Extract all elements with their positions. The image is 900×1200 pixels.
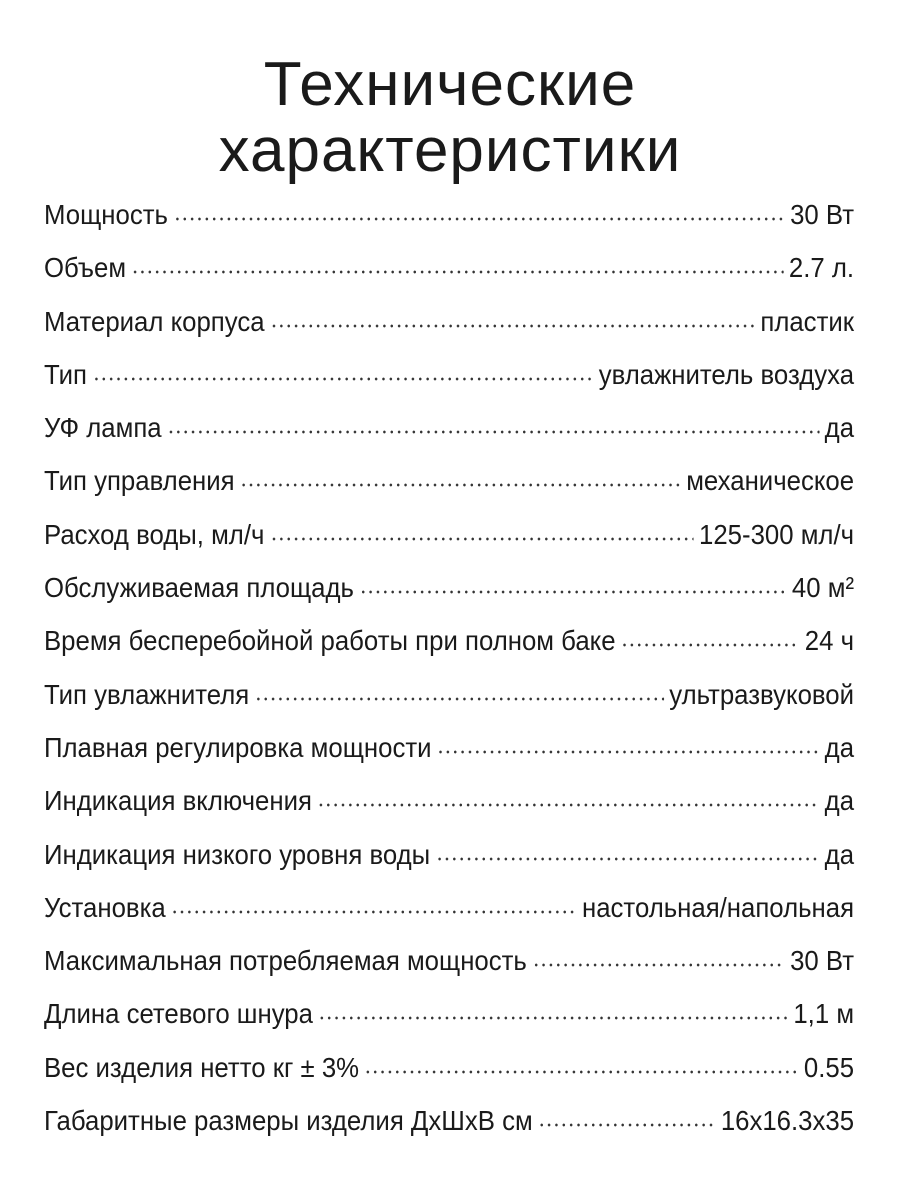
spec-label: Мощность [44,199,168,230]
spec-row-humidifier-type [44,668,854,721]
title-line-2: характеристики [218,116,682,185]
dot-leader [318,1016,787,1020]
spec-value: пластик [760,305,855,337]
spec-value: механическое [686,465,855,497]
spec-label: Индикация низкого уровня воды [44,838,431,870]
dot-leader [621,643,799,647]
spec-value: да [824,838,855,870]
spec-label: Материал корпуса [44,305,265,337]
dot-leader [173,217,784,221]
spec-label: Индикация включения [44,785,312,817]
spec-label: Обслуживаемая площадь [44,572,354,604]
spec-row-net-weight [44,1041,854,1094]
spec-row-runtime [44,614,854,667]
dot-leader [538,1123,715,1127]
spec-row-service-area [44,561,854,614]
spec-label: Расход воды, мл/ч [44,518,265,550]
spec-value: ультразвуковой [669,678,855,710]
dot-leader [532,963,784,967]
spec-label: УФ лампа [44,412,162,444]
spec-row-low-water-indicator [44,828,854,881]
spec-label: Габаритные размеры изделия ДхШхВ см [44,1105,533,1137]
spec-label: Длина сетевого шнура [44,998,313,1030]
spec-label: Максимальная потребляемая мощность [44,945,527,977]
page-title [0,0,900,184]
spec-row-uv-lamp [44,401,854,454]
spec-value: 24 ч [804,625,855,657]
spec-label: Объем [44,252,127,284]
dot-leader [437,750,819,754]
spec-row-dimensions [44,1094,854,1147]
spec-value: 2.7 л. [788,252,855,284]
dot-leader [317,803,819,807]
spec-label: Время бесперебойной работы при полном баке [44,625,616,657]
dot-leader [171,910,576,914]
dot-leader [270,324,755,328]
spec-row-power-indicator [44,774,854,827]
spec-list [44,188,854,1147]
spec-row-volume [44,241,854,294]
spec-value: да [824,785,855,817]
dot-leader [167,430,819,434]
spec-label: Установка [44,891,166,923]
spec-value: увлажнитель воздуха [598,358,855,390]
dot-leader [359,590,786,594]
spec-value: 1,1 м [793,998,855,1030]
dot-leader [255,697,664,701]
spec-row-control-type [44,454,854,507]
spec-value: 16x16.3x35 [720,1105,855,1137]
dot-leader [132,270,784,274]
spec-row-smooth-power-control [44,721,854,774]
spec-label: Плавная регулировка мощности [44,731,432,763]
spec-label: Тип управления [44,465,235,497]
spec-value: 0.55 [803,1051,855,1083]
spec-value: да [824,731,855,763]
dot-leader [240,483,681,487]
spec-row-installation [44,881,854,934]
spec-row-cord-length [44,987,854,1040]
spec-value: 40 м² [791,572,855,604]
spec-value: 30 Вт [790,945,855,977]
spec-label: Вес изделия нетто кг ± 3% [44,1051,360,1083]
spec-value: 125-300 мл/ч [699,518,855,550]
spec-value: да [824,412,855,444]
spec-value: 30 Вт [790,199,855,230]
dot-leader [270,537,694,541]
spec-label: Тип увлажнителя [44,678,250,710]
spec-row-type [44,348,854,401]
dot-leader [365,1070,799,1074]
spec-row-water-consumption [44,508,854,561]
title-line-1: Технические [263,50,637,119]
spec-value: настольная/напольная [581,891,855,923]
spec-row-body-material [44,295,854,348]
spec-row-max-power [44,934,854,987]
dot-leader [436,857,819,861]
dot-leader [92,377,593,381]
spec-row-power [44,188,854,241]
spec-label: Тип [44,358,87,390]
